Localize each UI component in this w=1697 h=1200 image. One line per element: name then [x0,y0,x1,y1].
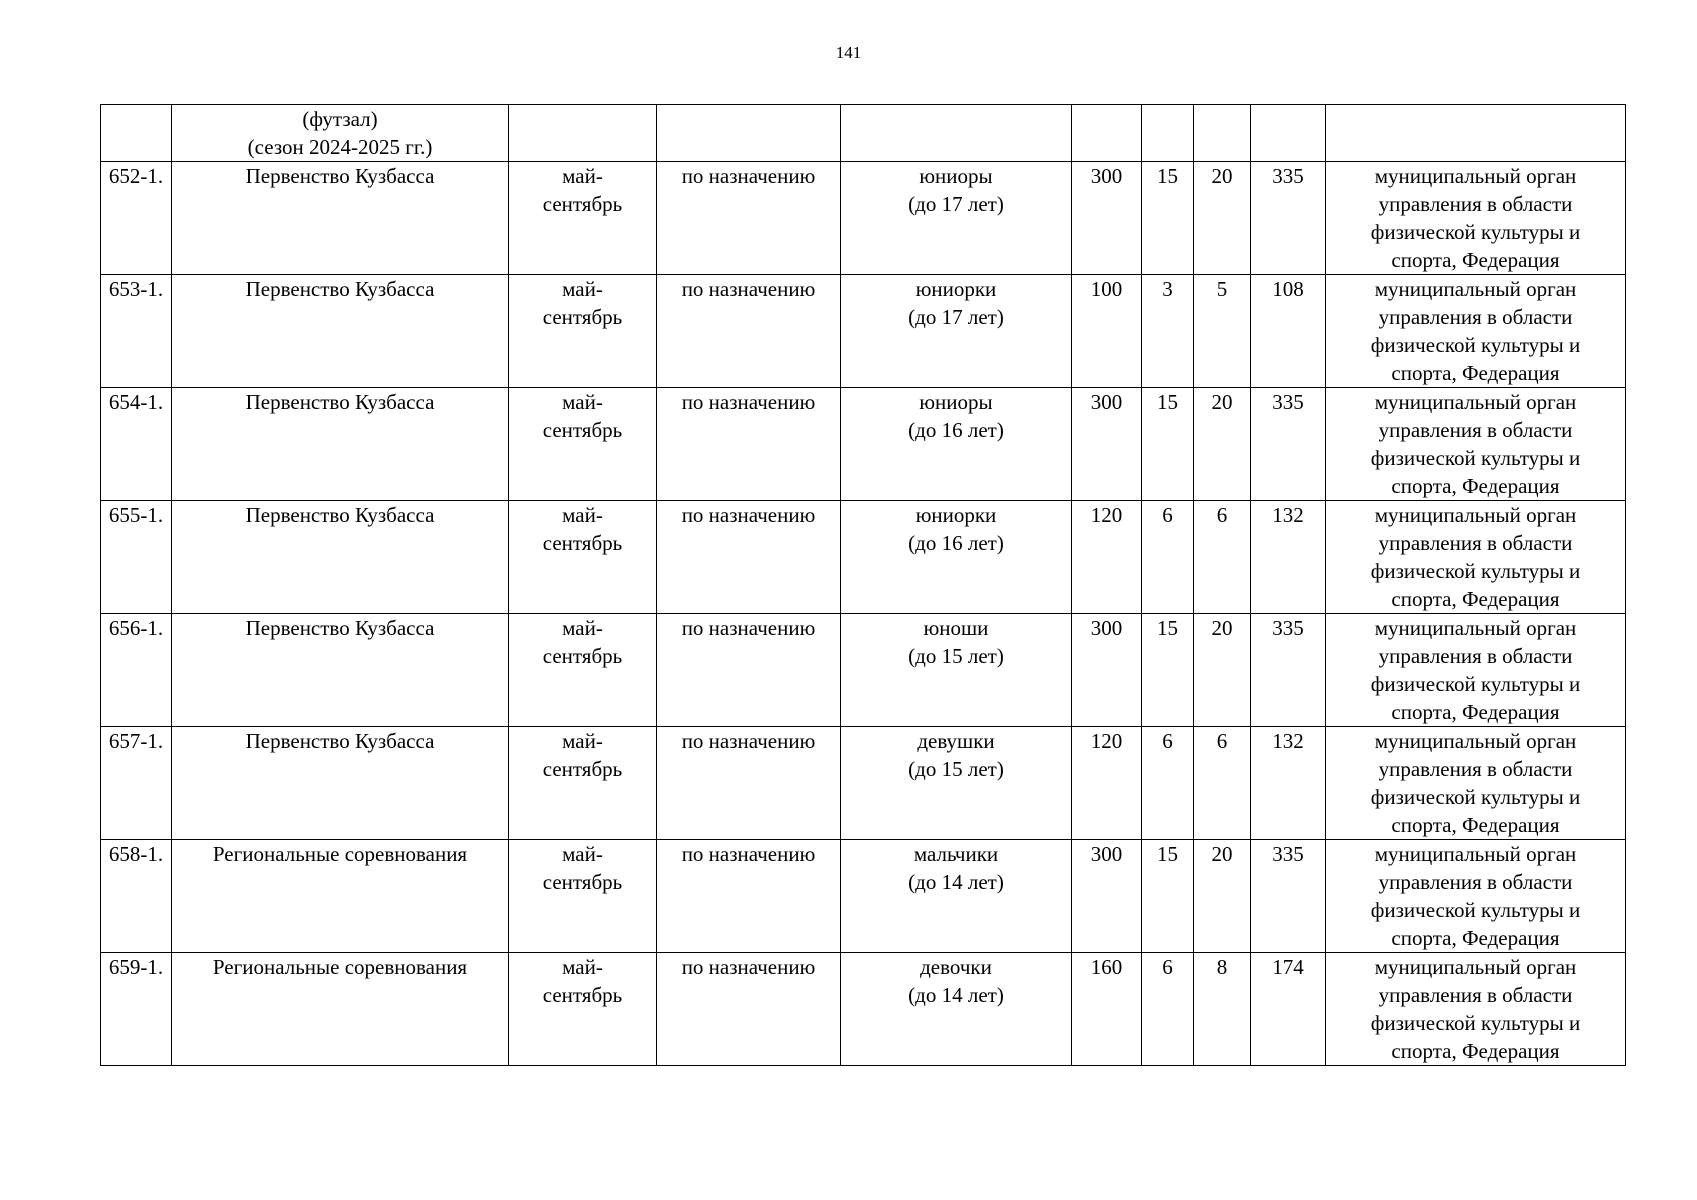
cell-organizer [1326,388,1626,501]
cell-venue: по назначению [657,162,841,275]
period-line: сентябрь [542,757,623,781]
cell-num: 657-1. [101,727,172,840]
cell-organizer [1326,275,1626,388]
cell-num: 659-1. [101,953,172,1066]
organizer-line: управления в области [1378,531,1573,555]
cell-count-3: 6 [1194,727,1251,840]
organizer-line: физической культуры и [1370,672,1581,696]
cell-venue: по назначению [657,501,841,614]
organizer-line: спорта, Федерация [1391,587,1560,611]
period-line: сентябрь [542,644,623,668]
cell-count-1: 300 [1072,388,1142,501]
cell-organizer [1326,614,1626,727]
age-line: (до 16 лет) [908,418,1004,442]
cell-count-2: 15 [1142,614,1194,727]
cell-age [841,953,1072,1066]
table-body [101,105,1626,1066]
cell-count-3: 5 [1194,275,1251,388]
table-row [101,388,1626,501]
cell-period [509,501,657,614]
cell-count-total: 335 [1251,614,1326,727]
cell-num: 652-1. [101,162,172,275]
cell-count-2: 3 [1142,275,1194,388]
cell-num: 654-1. [101,388,172,501]
cell-count-1: 100 [1072,275,1142,388]
cell-num: 655-1. [101,501,172,614]
organizer-line: спорта, Федерация [1391,813,1560,837]
organizer-line: физической культуры и [1370,1011,1581,1035]
cell-period [509,727,657,840]
table-row [101,501,1626,614]
organizer-line: муниципальный орган [1374,503,1577,527]
cell-period [509,614,657,727]
cell-count-1: 300 [1072,614,1142,727]
period-line: сентябрь [542,418,623,442]
organizer-line: муниципальный орган [1374,164,1577,188]
period-line: май- [562,164,603,188]
table-row [101,840,1626,953]
table-row [101,727,1626,840]
age-line: (до 17 лет) [908,192,1004,216]
cell-name: Первенство Кузбасса [172,727,509,840]
age-line: мальчики [913,842,999,866]
cell-count-2: 15 [1142,840,1194,953]
age-line: юниоры [919,390,993,414]
organizer-line: спорта, Федерация [1391,474,1560,498]
cell-name: Региональные соревнования [172,840,509,953]
cell-organizer [1326,840,1626,953]
cell-name [172,105,509,162]
age-line: (до 14 лет) [908,983,1004,1007]
organizer-line: физической культуры и [1370,220,1581,244]
cell-count-1: 120 [1072,727,1142,840]
cell-period [509,388,657,501]
cell-age [841,162,1072,275]
cell-organizer [1326,727,1626,840]
cell-count-2: 15 [1142,388,1194,501]
period-line: май- [562,390,603,414]
cell-period [509,105,657,162]
organizer-line: физической культуры и [1370,559,1581,583]
period-line: май- [562,503,603,527]
age-line: (до 15 лет) [908,644,1004,668]
period-line: май- [562,729,603,753]
cell-age [841,105,1072,162]
cell-age [841,275,1072,388]
cell-count-3: 20 [1194,614,1251,727]
organizer-line: спорта, Федерация [1391,248,1560,272]
organizer-line: управления в области [1378,418,1573,442]
age-line: девочки [920,955,992,979]
organizer-line: спорта, Федерация [1391,361,1560,385]
continuation-row [101,105,1626,162]
cell-count-2: 6 [1142,727,1194,840]
organizer-line: муниципальный орган [1374,277,1577,301]
organizer-line: управления в области [1378,870,1573,894]
age-line: юноши [923,616,989,640]
period-line: май- [562,277,603,301]
cell-count-2: 15 [1142,162,1194,275]
cell-name: Первенство Кузбасса [172,614,509,727]
organizer-line: физической культуры и [1370,898,1581,922]
period-line: сентябрь [542,192,623,216]
organizer-line: муниципальный орган [1374,616,1577,640]
cell-num [101,105,172,162]
cell-venue: по назначению [657,275,841,388]
age-line: юниорки [915,503,997,527]
cell-num: 653-1. [101,275,172,388]
cell-period [509,275,657,388]
organizer-line: физической культуры и [1370,785,1581,809]
organizer-line: спорта, Федерация [1391,700,1560,724]
period-line: май- [562,955,603,979]
table-row [101,162,1626,275]
cell-count-2: 6 [1142,501,1194,614]
cell-count-total: 132 [1251,501,1326,614]
age-line: девушки [917,729,995,753]
cell-count-3: 8 [1194,953,1251,1066]
cell-venue: по назначению [657,840,841,953]
cell-organizer [1326,105,1626,162]
cell-organizer [1326,162,1626,275]
cell-venue: по назначению [657,727,841,840]
cell-count-3: 6 [1194,501,1251,614]
cell-period [509,840,657,953]
cell-count-2: 6 [1142,953,1194,1066]
cell-count-1: 120 [1072,501,1142,614]
organizer-line: физической культуры и [1370,446,1581,470]
cell-count-2 [1142,105,1194,162]
cell-count-3: 20 [1194,388,1251,501]
age-line: (до 14 лет) [908,870,1004,894]
page-number: 141 [835,43,862,62]
age-line: (до 15 лет) [908,757,1004,781]
cell-venue: по назначению [657,953,841,1066]
name-line: (сезон 2024-2025 гг.) [247,135,433,159]
organizer-line: спорта, Федерация [1391,1039,1560,1063]
cell-venue: по назначению [657,614,841,727]
cell-name: Первенство Кузбасса [172,275,509,388]
cell-count-1: 160 [1072,953,1142,1066]
organizer-line: физической культуры и [1370,333,1581,357]
organizer-line: муниципальный орган [1374,390,1577,414]
events-table [100,104,1626,1066]
organizer-line: спорта, Федерация [1391,926,1560,950]
cell-period [509,162,657,275]
cell-age [841,614,1072,727]
cell-age [841,840,1072,953]
cell-count-1 [1072,105,1142,162]
cell-age [841,727,1072,840]
table-row [101,953,1626,1066]
cell-count-total: 174 [1251,953,1326,1066]
period-line: сентябрь [542,870,623,894]
cell-count-1: 300 [1072,162,1142,275]
cell-name: Первенство Кузбасса [172,162,509,275]
organizer-line: управления в области [1378,983,1573,1007]
age-line: юниоры [919,164,993,188]
cell-count-total: 335 [1251,162,1326,275]
period-line: май- [562,842,603,866]
cell-count-1: 300 [1072,840,1142,953]
organizer-line: муниципальный орган [1374,955,1577,979]
age-line: (до 16 лет) [908,531,1004,555]
cell-count-total: 132 [1251,727,1326,840]
age-line: (до 17 лет) [908,305,1004,329]
cell-count-total: 335 [1251,388,1326,501]
cell-name: Региональные соревнования [172,953,509,1066]
organizer-line: муниципальный орган [1374,729,1577,753]
cell-venue: по назначению [657,388,841,501]
cell-count-total: 108 [1251,275,1326,388]
table-row [101,614,1626,727]
cell-name: Первенство Кузбасса [172,388,509,501]
cell-num: 656-1. [101,614,172,727]
age-line: юниорки [915,277,997,301]
cell-count-3: 20 [1194,840,1251,953]
period-line: сентябрь [542,983,623,1007]
organizer-line: управления в области [1378,644,1573,668]
organizer-line: управления в области [1378,305,1573,329]
cell-period [509,953,657,1066]
cell-organizer [1326,501,1626,614]
cell-organizer [1326,953,1626,1066]
cell-venue [657,105,841,162]
organizer-line: управления в области [1378,192,1573,216]
period-line: май- [562,616,603,640]
period-line: сентябрь [542,531,623,555]
organizer-line: управления в области [1378,757,1573,781]
table-row [101,275,1626,388]
cell-age [841,501,1072,614]
organizer-line: муниципальный орган [1374,842,1577,866]
cell-count-total [1251,105,1326,162]
cell-age [841,388,1072,501]
name-line: (футзал) [302,107,378,131]
cell-num: 658-1. [101,840,172,953]
cell-count-total: 335 [1251,840,1326,953]
cell-count-3 [1194,105,1251,162]
period-line: сентябрь [542,305,623,329]
cell-name: Первенство Кузбасса [172,501,509,614]
cell-count-3: 20 [1194,162,1251,275]
